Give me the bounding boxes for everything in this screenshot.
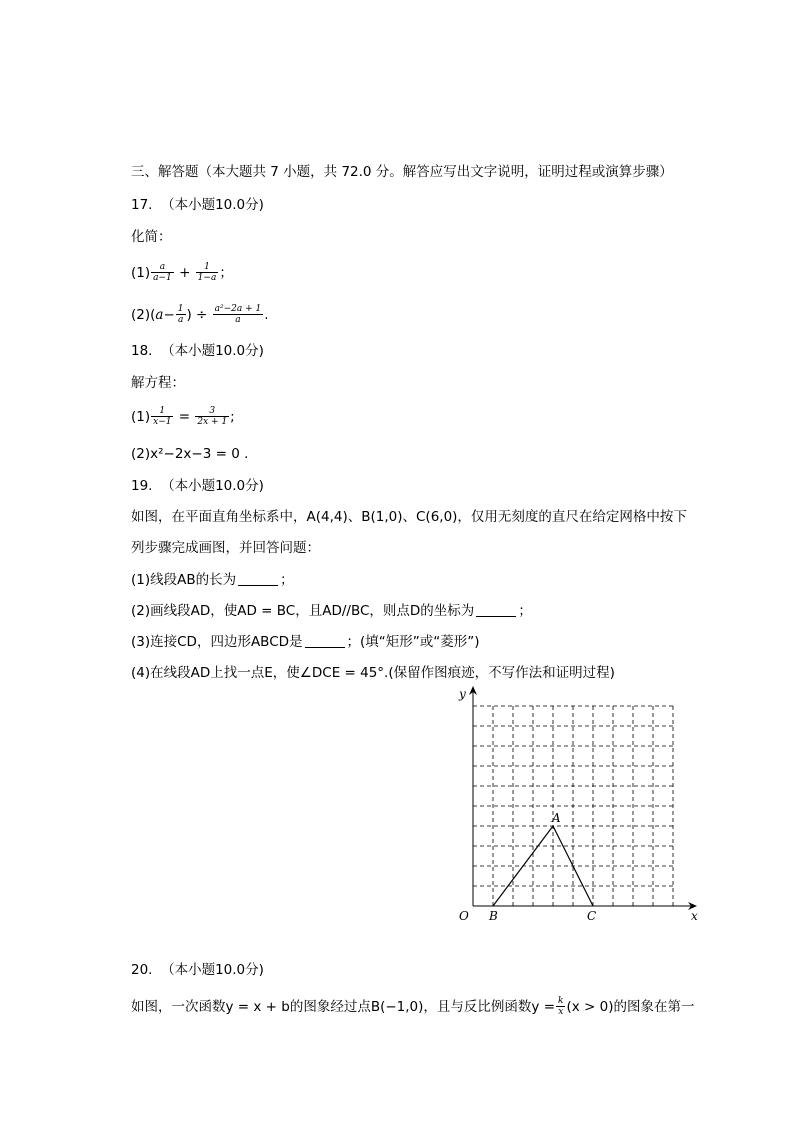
q19-points: （本小题10.0分) [161, 478, 264, 494]
q18-points: （本小题10.0分) [161, 343, 264, 359]
section-header: 三、解答题（本大题共 7 小题，共 72.0 分。解答应写出文字说明，证明过程或演算步骤） [131, 164, 673, 180]
answer-blank-3 [305, 646, 345, 648]
q20-number: 20. [131, 962, 153, 978]
point-label-o: O [459, 909, 469, 923]
q19-step2: (2)画线段AD，使AD = BC，且AD//BC，则点D的坐标为 ； [131, 603, 532, 619]
q17-p2-fraction2: $\frac{\text{a²−2a + 1}}{a}$ [214, 304, 262, 326]
grid-lines [473, 706, 673, 906]
point-label-a: A [552, 811, 561, 825]
coordinate-grid-figure [455, 686, 705, 926]
q18-p1-fraction2: $\frac{3}{2x + 1}$ [197, 406, 228, 428]
y-axis-label: y [459, 687, 466, 701]
q18-instruction: 解方程： [131, 375, 185, 391]
q17-part2: (2)(a− $\frac{1}{a}$ ) ÷ $\frac{\text{a²−2a + 1}}{a}$ . [131, 304, 269, 326]
q17-part1: (1) $\frac{a}{a-1}$ + $\frac{1}{1-a}$ ； [131, 262, 233, 284]
q18-heading [131, 345, 264, 359]
q17-heading [131, 199, 264, 213]
q20-line1: 如图，一次函数y = x + b的图象经过点B(−1,0)，且与反比例函数y = $\frac{k}{x}$ (x > 0)的图象在第一 [131, 996, 695, 1018]
q19-intro-line1: 如图，在平面直角坐标系中，A(4,4)、B(1,0)、C(6,0)，仅用无刻度的直尺在给定网格中按下 [131, 509, 687, 525]
q17-instruction: 化简： [131, 229, 172, 245]
q20-heading [131, 964, 264, 978]
x-axis-label: x [691, 909, 698, 923]
q17-p1-fraction1: $\frac{a}{a-1}$ [153, 262, 172, 284]
q20-points: （本小题10.0分) [161, 962, 264, 978]
point-label-b: B [489, 909, 498, 923]
answer-blank-2 [476, 615, 516, 617]
q19-step4: (4)在线段AD上找一点E，使∠DCE = 45°.(保留作图痕迹，不写作法和证明过程) [131, 665, 615, 681]
point-label-c: C [587, 909, 597, 923]
q19-step1: (1)线段AB的长为 ； [131, 572, 294, 588]
q19-intro-line2: 列步骤完成画图，并回答问题： [131, 540, 320, 556]
q19-heading [131, 480, 264, 494]
q18-part2: (2)x²−2x−3 = 0 . [131, 446, 249, 462]
q18-number: 18. [131, 343, 153, 359]
axes [458, 686, 698, 923]
q17-p2-fraction1: $\frac{1}{a}$ [177, 304, 184, 326]
answer-blank-1 [238, 584, 278, 586]
q17-points: （本小题10.0分) [161, 197, 264, 213]
q18-p1-fraction1: $\frac{1}{x-1}$ [153, 406, 172, 428]
q20-fraction: $\frac{k}{x}$ [558, 996, 564, 1018]
q17-number: 17. [131, 197, 153, 213]
q19-step3: (3)连接CD，四边形ABCD是 ；(填“矩形”或“菱形”) [131, 634, 480, 650]
q17-p1-fraction2: $\frac{1}{1-a}$ [197, 262, 217, 284]
q19-number: 19. [131, 478, 153, 494]
q18-part1: (1) $\frac{1}{x-1}$ = $\frac{3}{2x + 1}$ ; [131, 406, 235, 428]
